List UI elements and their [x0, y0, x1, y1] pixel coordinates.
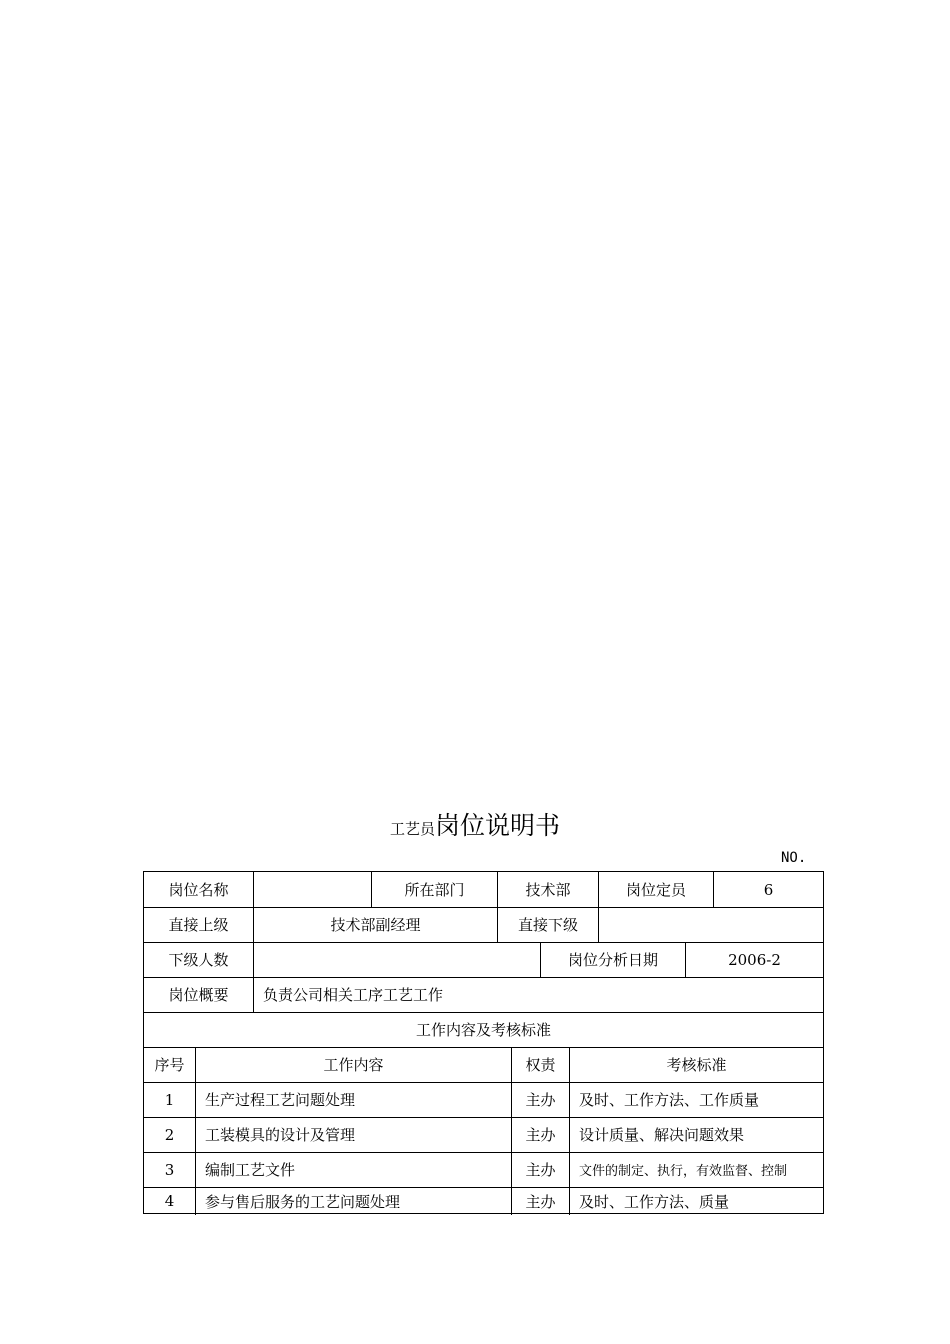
header-criteria: 考核标准	[666, 1056, 727, 1074]
duty-index: 2	[164, 1125, 175, 1144]
superior-value: 技术部副经理	[330, 916, 421, 934]
document-number-label: NO.	[781, 850, 807, 866]
duty-content: 工装模具的设计及管理	[205, 1126, 356, 1144]
superior-label: 直接上级	[168, 916, 229, 934]
duty-index: 3	[164, 1160, 175, 1179]
duty-criteria: 文件的制定、执行，有效监督、控制	[579, 1164, 788, 1179]
position-name-label: 岗位名称	[168, 881, 229, 899]
duty-criteria: 及时、工作方法、工作质量	[579, 1091, 760, 1109]
position-name-value	[254, 872, 371, 907]
department-value: 技术部	[525, 881, 571, 899]
analysis-date-label: 岗位分析日期	[567, 951, 658, 969]
headcount-label: 岗位定员	[625, 881, 686, 899]
duty-authority: 主办	[525, 1126, 556, 1144]
subordinate-count-label: 下级人数	[168, 951, 229, 969]
header-authority: 权责	[525, 1056, 556, 1074]
header-index: 序号	[154, 1056, 185, 1074]
duty-authority: 主办	[525, 1161, 556, 1179]
subordinate-label: 直接下级	[517, 916, 578, 934]
duty-authority: 主办	[525, 1192, 556, 1211]
header-content: 工作内容	[323, 1056, 384, 1074]
duty-index: 4	[164, 1192, 175, 1210]
document-title	[0, 806, 950, 842]
summary-value: 负责公司相关工序工艺工作	[263, 986, 444, 1004]
subordinate-count-value	[254, 942, 540, 977]
duty-content: 生产过程工艺问题处理	[205, 1091, 356, 1109]
duty-criteria: 及时、工作方法、质量	[579, 1192, 730, 1211]
department-label: 所在部门	[404, 881, 465, 899]
duty-index: 1	[164, 1090, 175, 1109]
duty-authority: 主办	[525, 1091, 556, 1109]
title-prefix: 工艺员	[389, 820, 435, 838]
duty-content: 参与售后服务的工艺问题处理	[205, 1192, 401, 1211]
job-description-table	[143, 871, 824, 1214]
duty-content: 编制工艺文件	[205, 1161, 296, 1179]
subordinate-value	[599, 907, 823, 942]
section-title: 工作内容及考核标准	[415, 1021, 551, 1039]
headcount-value: 6	[763, 880, 774, 899]
analysis-date-value: 2006-2	[728, 950, 781, 969]
title-main: 岗位说明书	[435, 811, 561, 840]
duty-criteria: 设计质量、解决问题效果	[579, 1126, 745, 1144]
summary-label: 岗位概要	[168, 986, 229, 1004]
